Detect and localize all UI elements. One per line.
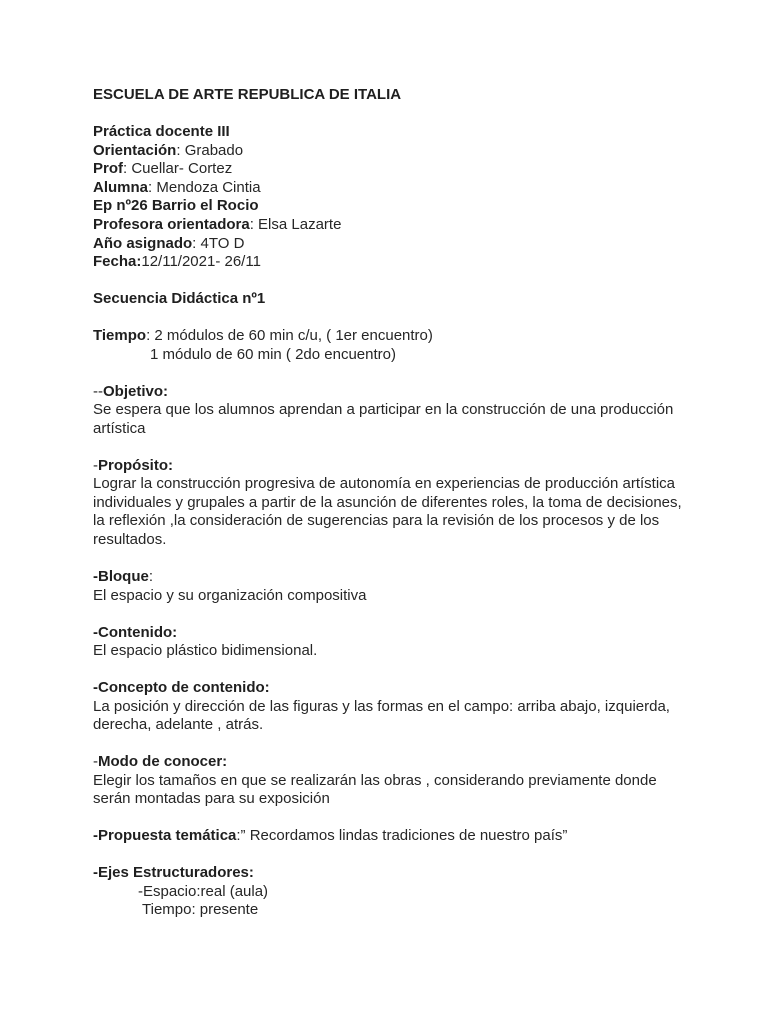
objetivo-text-2: artística [93, 420, 146, 437]
bloque-text: El espacio y su organización compositiva [93, 587, 367, 604]
school-title: ESCUELA DE ARTE REPUBLICA DE ITALIA [93, 86, 402, 103]
bloque-heading: -Bloque: [93, 568, 153, 585]
proposito-heading: -Propósito: [93, 457, 173, 474]
tiempo-line-2: 1 módulo de 60 min ( 2do encuentro) [150, 346, 396, 363]
ep-line: Ep nº26 Barrio el Rocio [93, 197, 259, 214]
proposito-text-3: la reflexión ,la consideración de sugerencias para la revisión de los procesos y de los [93, 512, 660, 529]
ejes-item-tiempo: Tiempo: presente [142, 901, 259, 918]
proposito-text-4: resultados. [93, 531, 167, 548]
anio-line: Año asignado: 4TO D [93, 235, 245, 252]
objetivo-text-1: Se espera que los alumnos aprendan a participar en la construcción de una producción [93, 401, 674, 418]
ejes-item-espacio: -Espacio:real (aula) [138, 883, 269, 900]
ejes-heading: -Ejes Estructuradores: [93, 864, 254, 881]
contenido-heading: -Contenido: [93, 624, 178, 641]
concepto-heading: -Concepto de contenido: [93, 679, 270, 696]
concepto-text-2: derecha, adelante , atrás. [93, 716, 264, 733]
orientacion-line: Orientación: Grabado [93, 142, 244, 159]
secuencia-title: Secuencia Didáctica nº1 [93, 290, 266, 307]
proposito-text-1: Lograr la construcción progresiva de autonomía en experiencias de producción artística [93, 475, 675, 492]
proposito-text-2: individuales y grupales a partir de la asunción de diferentes roles, la toma de decisiones, [93, 494, 682, 511]
modo-heading: -Modo de conocer: [93, 753, 228, 770]
tiempo-line: Tiempo: 2 módulos de 60 min c/u, ( 1er encuentro) [93, 327, 433, 344]
propuesta-line: -Propuesta temática:” Recordamos lindas tradiciones de nuestro país” [93, 827, 568, 844]
fecha-line: Fecha:12/11/2021- 26/11 [93, 253, 261, 270]
contenido-text: El espacio plástico bidimensional. [93, 642, 318, 659]
alumna-line: Alumna: Mendoza Cintia [93, 179, 261, 196]
orientadora-line: Profesora orientadora: Elsa Lazarte [93, 216, 342, 233]
prof-line: Prof: Cuellar- Cortez [93, 160, 233, 177]
modo-text-2: serán montadas para su exposición [93, 790, 330, 807]
practica-title: Práctica docente III [93, 123, 230, 140]
concepto-text-1: La posición y dirección de las figuras y las formas en el campo: arriba abajo, izquierda, [93, 698, 670, 715]
modo-text-1: Elegir los tamaños en que se realizarán las obras , considerando previamente donde [93, 772, 657, 789]
objetivo-heading: --Objetivo: [93, 383, 169, 400]
